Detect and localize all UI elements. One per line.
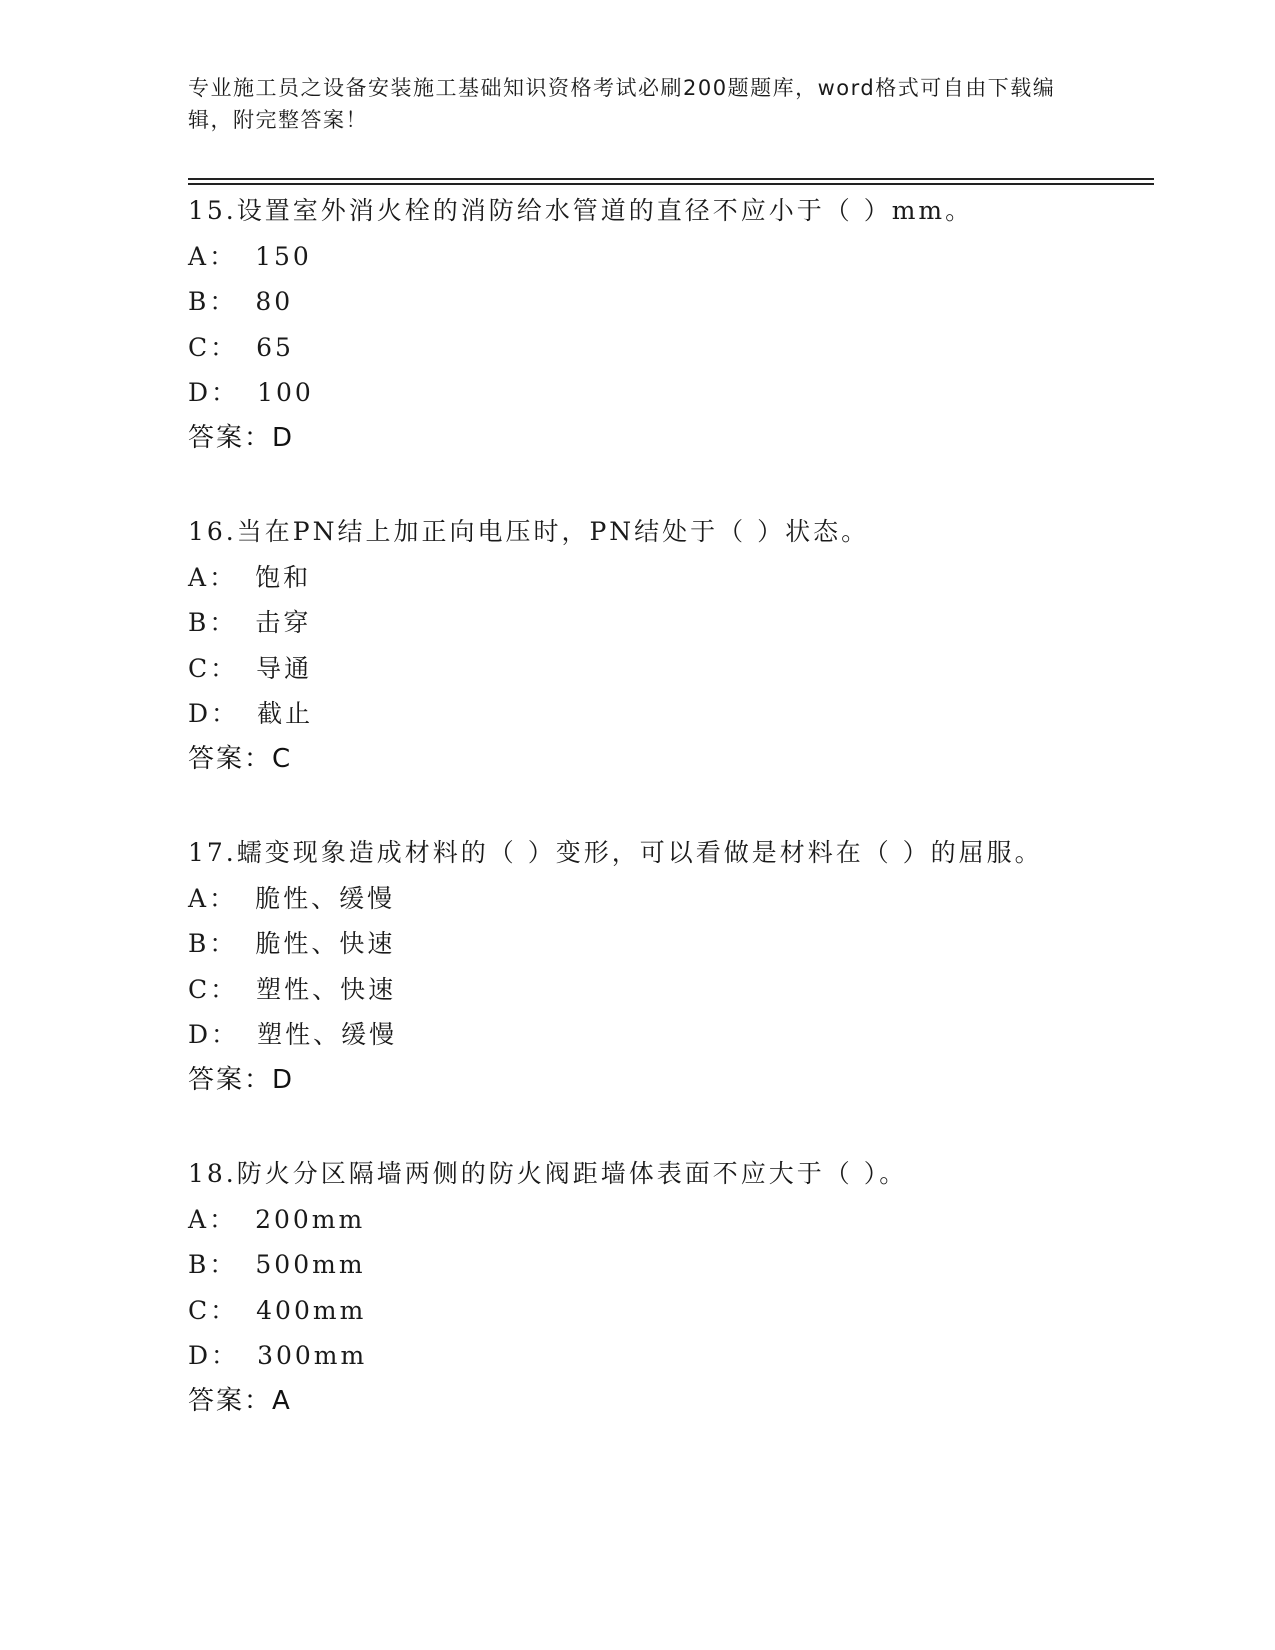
question-item bbox=[188, 509, 1148, 782]
option-key: D bbox=[188, 699, 212, 728]
option-b: B： 80 bbox=[188, 279, 1148, 325]
option-d: D： 100 bbox=[188, 370, 1148, 416]
option-text: 塑性、缓慢 bbox=[257, 1020, 398, 1049]
option-text: 脆性、缓慢 bbox=[255, 883, 396, 913]
option-c: C： 400mm bbox=[188, 1288, 1148, 1334]
answer-value: D bbox=[272, 422, 295, 453]
answer-line bbox=[188, 737, 1148, 783]
option-text: 200mm bbox=[255, 1204, 366, 1234]
option-a: A： 200mm bbox=[188, 1197, 1148, 1243]
option-d: D： 塑性、缓慢 bbox=[188, 1012, 1148, 1058]
option-text: 导通 bbox=[256, 653, 313, 683]
answer-line bbox=[188, 416, 1148, 462]
option-text: 塑性、快速 bbox=[256, 974, 397, 1004]
question-stem: 18.防火分区隔墙两侧的防火阀距墙体表面不应大于（ ）。 bbox=[188, 1159, 908, 1188]
option-b: B： 击穿 bbox=[188, 600, 1148, 646]
answer-label: 答案： bbox=[188, 743, 273, 774]
option-c: C： 塑性、快速 bbox=[188, 967, 1148, 1013]
question-item bbox=[188, 188, 1148, 461]
answer-label: 答案： bbox=[188, 422, 273, 453]
option-key: B bbox=[188, 287, 210, 316]
option-text: 100 bbox=[257, 378, 314, 407]
option-b: B： 500mm bbox=[188, 1242, 1148, 1288]
option-a: A： 饱和 bbox=[188, 555, 1148, 601]
answer-label: 答案： bbox=[188, 1064, 273, 1095]
option-key: B bbox=[188, 929, 210, 958]
answer-label: 答案： bbox=[188, 1385, 273, 1416]
option-a: A： 150 bbox=[188, 234, 1148, 280]
option-c: C： 65 bbox=[188, 325, 1148, 371]
option-c: C： 导通 bbox=[188, 646, 1148, 692]
document-intro: 专业施工员之设备安装施工基础知识资格考试必刷200题题库，word格式可自由下载编辑，附完整答案！ bbox=[188, 76, 1056, 132]
option-key: C bbox=[188, 974, 211, 1004]
answer-value: C bbox=[272, 743, 293, 774]
option-key: D bbox=[188, 1341, 212, 1370]
question-stem: 17.蠕变现象造成材料的（ ）变形，可以看做是材料在（ ）的屈服。 bbox=[188, 838, 1043, 867]
option-text: 300mm bbox=[257, 1341, 368, 1370]
answer-line bbox=[188, 1058, 1148, 1104]
option-d: D： 300mm bbox=[188, 1333, 1148, 1379]
question-item bbox=[188, 1151, 1148, 1424]
option-text: 饱和 bbox=[255, 562, 312, 592]
header-divider-top bbox=[188, 178, 1154, 180]
answer-line bbox=[188, 1379, 1148, 1425]
option-key: A bbox=[188, 241, 210, 271]
option-text: 500mm bbox=[255, 1250, 366, 1279]
option-text: 150 bbox=[255, 241, 312, 271]
option-text: 脆性、快速 bbox=[255, 929, 396, 958]
question-stem: 16.当在PN结上加正向电压时，PN结处于（ ）状态。 bbox=[188, 517, 870, 546]
option-text: 400mm bbox=[256, 1295, 367, 1325]
option-key: A bbox=[188, 562, 210, 592]
option-text: 击穿 bbox=[255, 608, 312, 637]
option-key: B bbox=[188, 608, 210, 637]
option-key: C bbox=[188, 332, 211, 362]
option-key: A bbox=[188, 883, 210, 913]
option-key: B bbox=[188, 1250, 210, 1279]
option-d: D： 截止 bbox=[188, 691, 1148, 737]
question-stem: 15.设置室外消火栓的消防给水管道的直径不应小于（ ）mm。 bbox=[188, 196, 974, 225]
header-divider-bottom bbox=[188, 183, 1154, 185]
option-key: C bbox=[188, 1295, 211, 1325]
option-key: D bbox=[188, 1020, 212, 1049]
option-text: 截止 bbox=[257, 699, 314, 728]
option-key: A bbox=[188, 1204, 210, 1234]
answer-value: A bbox=[272, 1385, 292, 1416]
option-text: 65 bbox=[256, 332, 294, 362]
option-key: D bbox=[188, 378, 212, 407]
option-b: B： 脆性、快速 bbox=[188, 921, 1148, 967]
question-item bbox=[188, 830, 1148, 1103]
question-list bbox=[188, 188, 1148, 1472]
option-text: 80 bbox=[255, 287, 294, 316]
answer-value: D bbox=[272, 1064, 295, 1095]
option-a: A： 脆性、缓慢 bbox=[188, 876, 1148, 922]
option-key: C bbox=[188, 653, 211, 683]
